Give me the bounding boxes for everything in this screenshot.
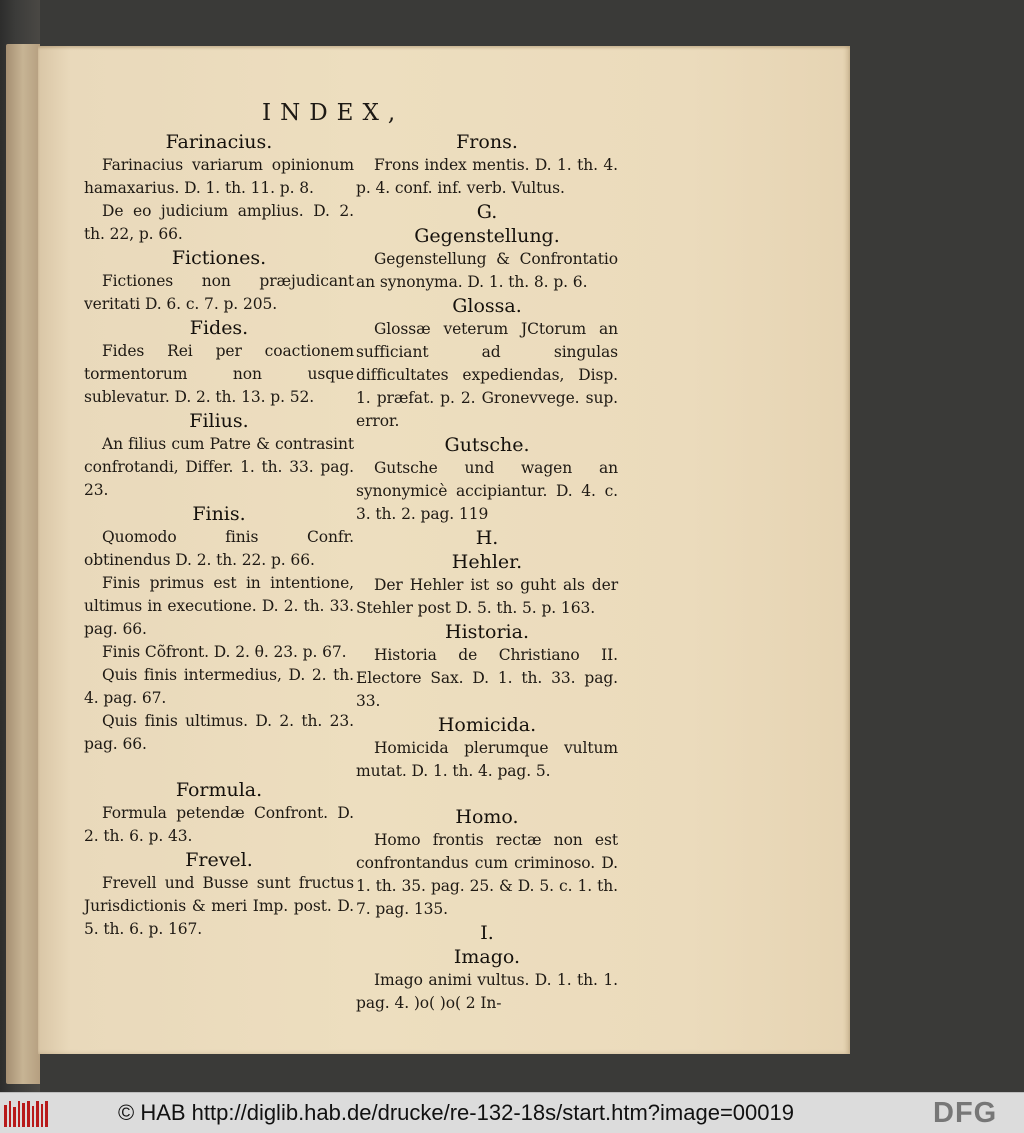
dfg-logo[interactable]: DFG (933, 1097, 998, 1129)
index-entry: Farinacius variarum opinionum hamaxarius. D. 1. th. 11. p. 8. (84, 156, 354, 197)
index-entry: Gegenstellung & Confrontatio an synonyma. D. 1. th. 8. p. 6. (356, 250, 618, 291)
index-heading: I. (480, 922, 494, 944)
index-heading: Fides. (189, 317, 249, 339)
index-entry: Historia de Christiano II. Electore Sax. D. 1. th. 33. pag. 33. (356, 646, 618, 710)
index-heading: Homicida. (437, 714, 537, 736)
previous-page-edge (6, 44, 40, 1084)
index-heading: Frons. (456, 131, 518, 153)
index-column-right (356, 130, 618, 1015)
index-entry: Frons index mentis. D. 1. th. 4. p. 4. conf. inf. verb. Vultus. (356, 156, 618, 197)
index-heading: Gutsche. (444, 434, 530, 456)
copyright-url-link[interactable]: © HAB http://diglib.hab.de/drucke/re-132-18s/start.htm?image=00019 (118, 1100, 794, 1125)
index-entry: Quomodo finis Confr. obtinendus D. 2. th. 22. p. 66. (84, 528, 354, 569)
index-heading: Hehler. (451, 551, 523, 573)
index-entry: Homicida plerumque vultum mutat. D. 1. th. 4. pag. 5. (356, 739, 618, 780)
index-entry: Finis Cõfront. D. 2. θ. 23. p. 67. (102, 643, 347, 661)
index-heading: Frevel. (185, 849, 253, 871)
index-heading: Filius. (189, 410, 249, 432)
index-entry: De eo judicium amplius. D. 2. th. 22, p. 66. (84, 202, 354, 243)
index-heading: Fictiones. (171, 247, 267, 269)
index-heading: H. (475, 527, 499, 549)
column-spacer (356, 783, 618, 805)
index-column-left (84, 130, 354, 941)
index-heading: Finis. (192, 503, 246, 525)
column-spacer (84, 756, 354, 778)
index-entry: Finis primus est in intentione, ultimus in executione. D. 2. th. 33. pag. 66. (84, 574, 354, 638)
index-heading: Historia. (445, 621, 529, 643)
index-entry: Quis finis intermedius, D. 2. th. 4. pag. 67. (84, 666, 354, 707)
index-entry: Der Hehler ist so guht als der Stehler post D. 5. th. 5. p. 163. (356, 576, 618, 617)
index-entry: Frevell und Busse sunt fructus Jurisdictionis & meri Imp. post. D. 5. th. 6. p. 167. (84, 874, 354, 938)
index-heading: Farinacius. (165, 131, 273, 153)
index-entry: Fides Rei per coactionem tormentorum non usque sublevatur. D. 2. th. 13. p. 52. (84, 342, 354, 406)
index-heading: Gegenstellung. (414, 225, 560, 247)
index-entry: Fictiones non præjudicant veritati D. 6. c. 7. p. 205. (84, 272, 354, 313)
index-heading: Imago. (453, 946, 521, 968)
index-heading: Glossa. (452, 295, 522, 317)
index-entry: Imago animi vultus. D. 1. th. 1. pag. 4. )o( )o( 2 In- (356, 971, 618, 1012)
index-heading: Formula. (175, 779, 263, 801)
index-entry: An filius cum Patre & contrasint confrotandi, Differ. 1. th. 33. pag. 23. (84, 435, 354, 499)
page-header-title: INDEX, (262, 100, 405, 126)
index-entry: Homo frontis rectæ non est confrontandus cum criminoso. D. 1. th. 35. pag. 25. & D. 5. c. 1. th. 7. pag. 135. (356, 831, 618, 918)
background-right (850, 0, 1024, 1092)
index-entry: Glossæ veterum JCtorum an sufficiant ad singulas difficultates expediendas, Disp. 1. præfat. p. 2. Gronevvege. sup. error. (356, 320, 618, 430)
index-heading: G. (476, 201, 498, 223)
viewer-footer (0, 1092, 1024, 1133)
index-entry: Formula petendæ Confront. D. 2. th. 6. p. 43. (84, 804, 354, 845)
hab-logo-icon[interactable] (4, 1099, 48, 1127)
index-heading: Homo. (455, 806, 519, 828)
index-entry: Quis finis ultimus. D. 2. th. 23. pag. 66. (84, 712, 354, 753)
index-entry: Gutsche und wagen an synonymicè accipiantur. D. 4. c. 3. th. 2. pag. 119 (356, 459, 618, 523)
